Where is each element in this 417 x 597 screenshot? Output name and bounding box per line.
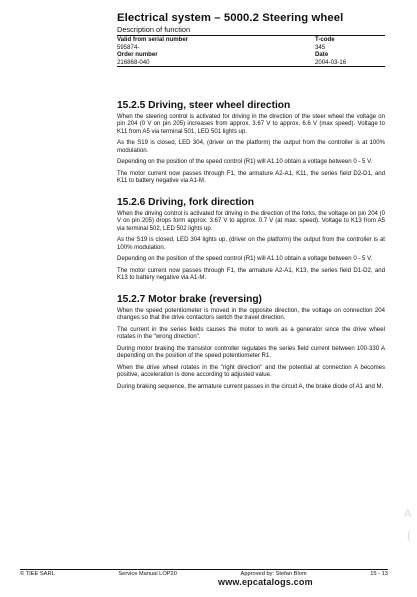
edge-mark: A (404, 508, 412, 520)
approved-by: Approved by: Stefan Blom (240, 571, 307, 577)
paragraph: Depending on the position of the speed control (R1) will A1.10 obtain a voltage between 0 - 5 V. (117, 159, 373, 166)
edge-mark: ( (407, 530, 411, 542)
tcode-value: 345 (315, 43, 326, 51)
paragraph: During motor braking the transistor controller regulates the series field current between 100-330 A depending on the position of the speed potentiometer R1. (117, 345, 385, 360)
paragraph: When the speed potentiometer is moved in the opposite direction, the voltage on connection 204 changes so that the drive contactors switch the travel direction. (117, 307, 385, 322)
paragraph: When the drive wheel rotates in the "right direction" and the potential at connection A becomes positive, acceleration is done according to adjusted value. (117, 364, 385, 379)
meta-labels-row-1 (117, 36, 385, 44)
date-value: 2004-03-16 (315, 58, 347, 66)
paragraph: During braking sequence, the armature current passes in the circuit A, the brake diode of A1 and M. (117, 383, 384, 390)
page-title: Electrical system – 5000.2 Steering wheel (117, 12, 344, 24)
page-content (117, 100, 385, 396)
page-subtitle: Description of function (117, 25, 385, 36)
page-number: 15 - 13 (370, 571, 388, 577)
manual-name: Service Manual LOP20 (118, 571, 177, 577)
order-number-value: 216868-040 (117, 58, 150, 66)
valid-from-label: Valid from serial number (117, 36, 189, 43)
section-title-driving-steer-wheel: 15.2.5 Driving, steer wheel direction (117, 100, 291, 111)
page-header (117, 12, 385, 67)
page-footer (20, 569, 388, 578)
section-title-motor-brake: 15.2.7 Motor brake (reversing) (117, 293, 262, 305)
copyright-text: © TIEE SARL (20, 571, 55, 577)
date-label: Date (315, 51, 329, 59)
serial-number-value: 595874- (117, 43, 140, 51)
paragraph: As the S19 is closed, LED 304, (driver on the platform) the output from the controller is at 100% modulation. (117, 140, 385, 154)
section-title-driving-fork: 15.2.6 Driving, fork direction (117, 196, 255, 208)
paragraph: When the driving control is activated for driving in the direction of the forks, the voltage on pin 204 (0 V on pin 205) drops form approx. 3.67 V to approx. 0.7 V (at max. speed). Voltage to K13 from A5 via terminal 502, LED 502 lights up. (117, 210, 385, 232)
paragraph: As the S19 is closed, LED 304 lights up, (driver on the platform) the output from the controller is at 100% modulation. (117, 237, 385, 251)
meta-values-row-1 (117, 44, 385, 52)
watermark-link[interactable]: www.epcatalogs.com (218, 577, 313, 587)
order-number-label: Order number (117, 51, 158, 59)
paragraph: Depending on the position of the speed control (R1) will A1.10 obtain a voltage between 0 - 5 V. (117, 256, 373, 263)
paragraph: The current in the series fields causes the motor to work as a generator since the drive wheel rotates in the "wrong direction". (117, 326, 385, 341)
paragraph: When the steering control is activated for driving in the direction of the steer wheel the voltage on pin 204 (0 V on pin 205) increases from approx. 3.67 V to approx. 6.6 V (max speed). Voltage to K11 from A5 via terminal 501, LED 501 lights up. (117, 114, 385, 135)
paragraph: The motor current now passes through F1, the armature A2-A1, K11, the series field D2-D1, and K11 to battery negative via A1-M. (117, 170, 385, 185)
meta-labels-row-2 (117, 51, 385, 59)
meta-values-row-2 (117, 59, 385, 68)
tcode-label: T-code (315, 36, 335, 43)
paragraph: The motor current now passes through F1, the armature A2-A1, K13, the series field D1-D2, and K13 to battery negative via A1-M. (117, 267, 385, 282)
